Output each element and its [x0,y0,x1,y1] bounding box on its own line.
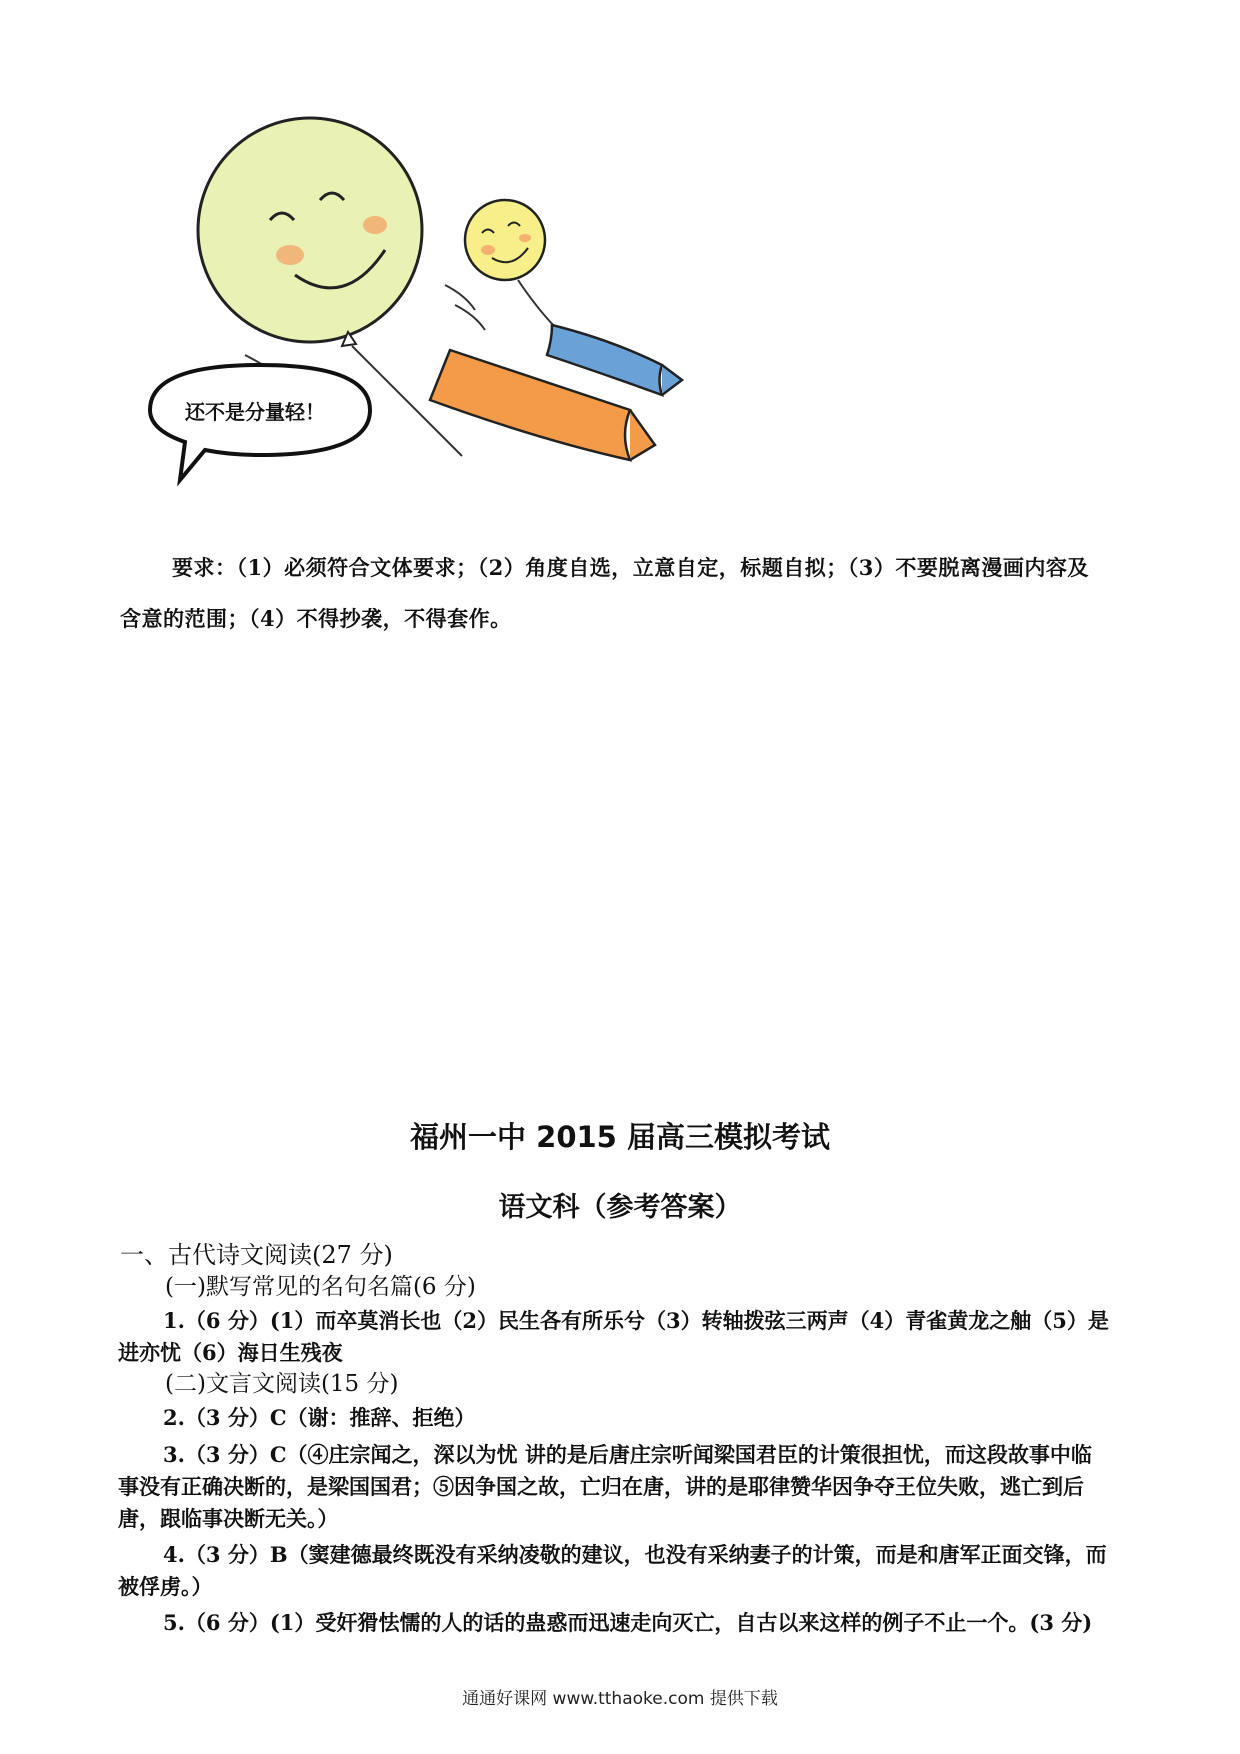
answer-q4-line-2: 被俘虏。） [118,1574,213,1599]
speech-bubble-text: 还不是分量轻！ [185,400,325,424]
motion-line [455,305,485,330]
answer-q1-line-1: 1.（6 分）(1）而卒莫消长也（2）民生各有所乐兮（3）转轴拨弦三两声（4）青雀黄龙之舳（5）是 [163,1308,1109,1333]
big-balloon [198,118,422,342]
page-footer: 通通好课网 www.tthaoke.com 提供下载 [462,1689,778,1709]
motion-line [445,285,475,310]
requirements-line-2: 含意的范围；（4）不得抄袭，不得套作。 [120,606,512,631]
cartoon-illustration [120,110,920,540]
answer-q3-line-1: 3.（3 分）C（④庄宗闻之，深以为忧 讲的是后唐庄宗听闻梁国君臣的计策很担忧，而这段故事中临 [163,1442,1092,1467]
requirements-line-1: 要求：（1）必须符合文体要求；（2）角度自选，立意自定，标题自拟；（3）不要脱离漫画内容及 [172,555,1089,580]
answer-q3-line-3: 唐，跟临事决断无关。） [118,1506,339,1531]
small-balloon-cheek [519,234,531,242]
small-balloon-cheek [481,245,495,255]
answer-q2: 2.（3 分）C（谢：推辞、拒绝） [163,1405,476,1430]
part-heading: (二)文言文阅读(15 分) [165,1371,399,1397]
part-heading: (一)默写常见的名句名篇(6 分) [165,1274,476,1300]
blue-banner-tail [662,365,682,395]
answer-key-subtitle: 语文科（参考答案） [498,1192,742,1223]
section-heading: 一、古代诗文阅读(27 分) [120,1241,393,1269]
answer-key-title: 福州一中 2015 届高三模拟考试 [410,1120,830,1154]
answer-q1-line-2: 进亦忧（6）海日生残夜 [118,1340,343,1365]
big-balloon-cheek [363,216,387,234]
answer-q5-line-1: 5.（6 分）(1）受奸猾怯懦的人的话的蛊惑而迅速走向灭亡，自古以来这样的例子不止一个。(3 分) [163,1610,1093,1635]
big-balloon-cheek [276,245,304,265]
blue-banner [547,325,662,395]
answer-q4-line-1: 4.（3 分）B（窦建德最终既没有采纳凌敬的建议，也没有采纳妻子的计策，而是和唐军正面交锋，而 [163,1542,1107,1567]
answer-q3-line-2: 事没有正确决断的，是梁国国君；⑤因争国之故，亡归在唐，讲的是耶律赞华因争夺王位失败，逃亡到后 [118,1474,1084,1499]
small-balloon-string [518,280,558,330]
small-balloon [465,200,545,280]
orange-banner-tail [630,410,655,460]
